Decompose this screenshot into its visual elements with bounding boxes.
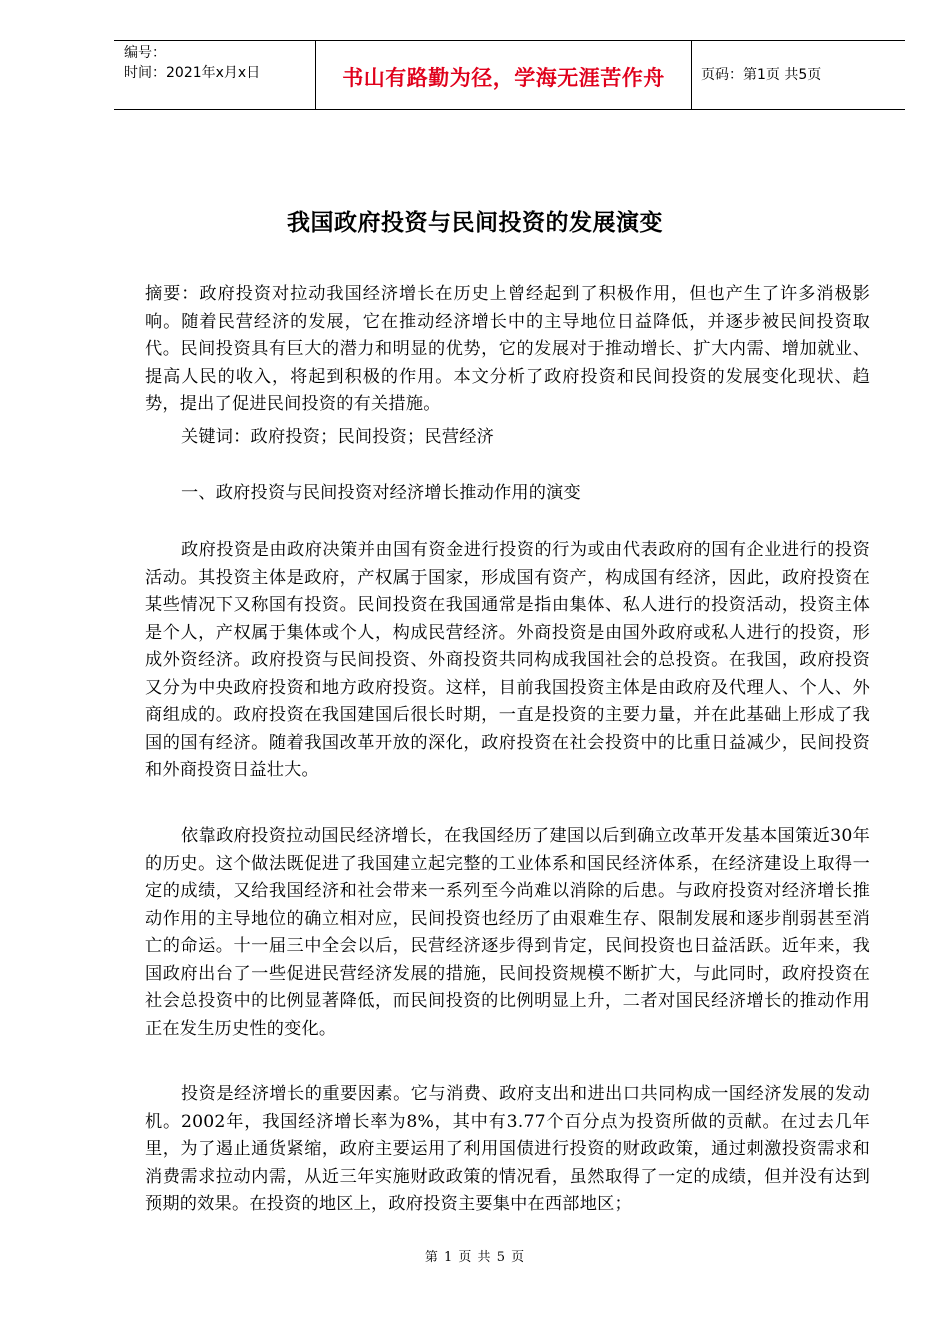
document-title: 我国政府投资与民间投资的发展演变	[287, 210, 663, 236]
header-page-info: 页码：第1页 共5页	[701, 67, 822, 83]
header-page-cell	[691, 41, 905, 109]
page-footer: 第 1 页 共 5 页	[424, 1250, 526, 1265]
header-motto-cell	[315, 41, 692, 109]
abstract-paragraph: 摘要：政府投资对拉动我国经济增长在历史上曾经起到了积极作用，但也产生了许多消极影响。随着民营经济的发展，它在推动经济增长中的主导地位日益降低，并逐步被民间投资取代。民间投资具有巨大的潜力和明显的优势，它的发展对于推动增长、扩大内需、增加就业、提高人民的收入，将起到积极的作用。本文分析了政府投资和民间投资的发展变化现状、趋势，提出了促进民间投资的有关措施。	[145, 284, 870, 414]
doc-number-label: 编号：	[124, 45, 166, 61]
document-header	[114, 40, 905, 110]
header-info-cell	[114, 41, 315, 109]
body-paragraph-1: 政府投资是由政府决策并由国有资金进行投资的行为或由代表政府的国有企业进行的投资活动。其投资主体是政府，产权属于国家，形成国有资产，构成国有经济，因此，政府投资在某些情况下又称国有投资。民间投资在我国通常是指由集体、私人进行的投资活动，投资主体是个人，产权属于集体或个人，构成民营经济。外商投资是由国外政府或私人进行的投资，形成外资经济。政府投资与民间投资、外商投资共同构成我国社会的总投资。在我国，政府投资又分为中央政府投资和地方政府投资。这样，目前我国投资主体是由政府及代理人、个人、外商组成的。政府投资在我国建国后很长时期，一直是投资的主要力量，并在此基础上形成了我国的国有经济。随着我国改革开放的深化，政府投资在社会投资中的比重日益减少，民间投资和外商投资日益壮大。	[145, 540, 870, 780]
doc-time-label: 时间：2021年x月x日	[124, 65, 261, 81]
header-motto: 书山有路勤为径，学海无涯苦作舟	[342, 66, 665, 90]
section-heading: 一、政府投资与民间投资对经济增长推动作用的演变	[181, 483, 581, 503]
body-paragraph-2: 依靠政府投资拉动国民经济增长，在我国经历了建国以后到确立改革开发基本国策近30年的历史。这个做法既促进了我国建立起完整的工业体系和国民经济体系，在经济建设上取得一定的成绩，又给我国经济和社会带来一系列至今尚难以消除的后患。与政府投资对经济增长推动作用的主导地位的确立相对应，民间投资也经历了由艰难生存、限制发展和逐步削弱甚至消亡的命运。十一届三中全会以后，民营经济逐步得到肯定，民间投资也日益活跃。近年来，我国政府出台了一些促进民营经济发展的措施，民间投资规模不断扩大，与此同时，政府投资在社会总投资中的比例显著降低，而民间投资的比例明显上升，二者对国民经济增长的推动作用正在发生历史性的变化。	[145, 826, 870, 1039]
keywords-line: 关键词：政府投资；民间投资；民营经济	[181, 427, 494, 447]
body-paragraph-3: 投资是经济增长的重要因素。它与消费、政府支出和进出口共同构成一国经济发展的发动机。2002年，我国经济增长率为8%，其中有3.77个百分点为投资所做的贡献。在过去几年里，为了遏止通货紧缩，政府主要运用了利用国债进行投资的财政政策，通过刺激投资需求和消费需求拉动内需，从近三年实施财政政策的情况看，虽然取得了一定的成绩，但并没有达到预期的效果。在投资的地区上，政府投资主要集中在西部地区；	[145, 1084, 870, 1214]
